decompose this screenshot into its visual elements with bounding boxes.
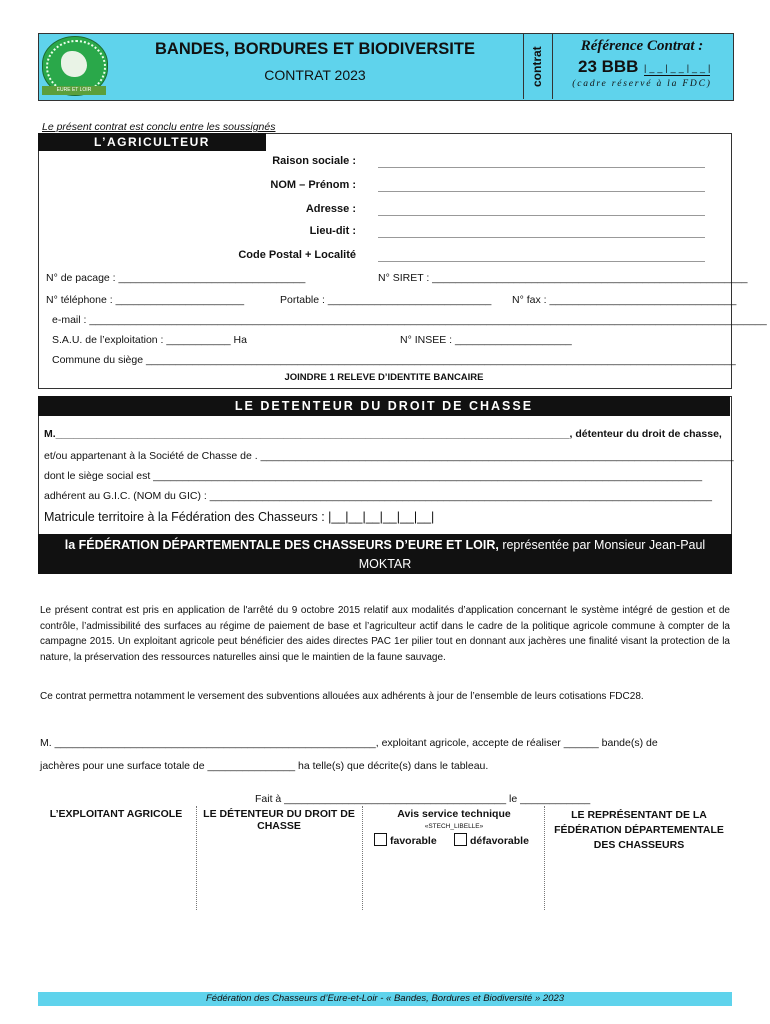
stech-tag: «STECH_LIBELLE» — [424, 823, 484, 830]
subsidy-paragraph: Ce contrat permettra notamment le versement des subventions allouées aux adhérents à jour de l’ensemble de leurs cotisations FDC28. — [40, 691, 644, 702]
telephone-field[interactable]: N° téléphone : ______________________ — [46, 294, 245, 306]
detenteur-name-field[interactable]: M.________________________________________________________________________________________, détenteur du droit de chasse, — [44, 428, 722, 440]
code-postal-label: Code Postal + Localité — [238, 249, 356, 261]
reference-note: (cadre réservé à la FDC) — [572, 79, 712, 89]
favorable-label: favorable — [390, 835, 437, 847]
defavorable-checkbox[interactable] — [454, 833, 467, 846]
gic-field[interactable]: adhérent au G.I.C. (NOM du GIC) : ______________________________________________________________________________________ — [44, 490, 712, 502]
fax-field[interactable]: N° fax : ________________________________ — [512, 294, 737, 306]
federation-representative: représentée par Monsieur Jean-Paul MOKTAR — [358, 538, 706, 571]
adresse-label: Adresse : — [305, 203, 356, 215]
lieu-dit-field[interactable] — [378, 236, 705, 238]
reference-label: Référence Contrat : — [580, 38, 704, 54]
federation-band — [38, 534, 732, 590]
intro-text: Le présent contrat est conclu entre les soussignés — [42, 121, 276, 133]
code-postal-field[interactable] — [378, 260, 705, 262]
logo-band: EURE ET LOIR — [42, 86, 106, 95]
defavorable-option[interactable] — [454, 833, 529, 847]
detenteur-heading: LE DETENTEUR DU DROIT DE CHASSE — [38, 396, 730, 416]
acceptance-line[interactable]: M. _______________________________________________________, exploitant agricole, accepte de réaliser ______ bande(s) de — [40, 737, 658, 749]
siege-social-field[interactable]: dont le siège social est ______________________________________________________________________________________________ — [44, 470, 703, 482]
legal-paragraph: Le présent contrat est pris en application de l'arrêté du 9 octobre 2015 relatif aux modalités d’application concernant le système intégré de gestion et de contrôle, l’admissibilité des surfaces au régime de paiement de base et l’agriculteur actif dans le cadre de la politique agricole commune à compter de la campagne 2015. Un exploitant agricole peut bénéficier des aides directes PAC 1er pilier tout en donnant aux jachères une finalité visant la protection de la nature, la préservation des ressources naturelles ainsi que le maintien de la faune sauvage. — [40, 605, 730, 663]
detenteur-signature-label: LE DÉTENTEUR DU DROIT DE CHASSE — [203, 808, 355, 832]
divider — [196, 806, 197, 910]
footer: Fédération des Chasseurs d’Eure-et-Loir - « Bandes, Bordures et Biodiversité » 2023 — [38, 992, 732, 1006]
favorable-checkbox[interactable] — [374, 833, 387, 846]
agriculteur-heading: L’AGRICULTEUR — [38, 133, 266, 151]
raison-sociale-label: Raison sociale : — [272, 155, 356, 167]
federation-name: la FÉDÉRATION DÉPARTEMENTALE DES CHASSEURS D’EURE ET LOIR, — [64, 538, 499, 552]
lieu-dit-label: Lieu-dit : — [309, 225, 356, 237]
representant-signature-label: LE REPRÉSENTANT DE LA FÉDÉRATION DÉPARTEMENTALE DES CHASSEURS — [554, 809, 724, 851]
reference-input-boxes[interactable]: |__|__|__| — [644, 63, 710, 76]
matricule-field[interactable]: Matricule territoire à la Fédération des Chasseurs : |__|__|__|__|__|__| — [44, 510, 435, 524]
adresse-field[interactable] — [378, 214, 705, 216]
portable-field[interactable]: Portable : ____________________________ — [280, 294, 492, 306]
fait-a-field[interactable]: Fait à ______________________________________ le ____________ — [255, 793, 591, 805]
pacage-field[interactable]: N° de pacage : ________________________________ — [46, 272, 306, 284]
divider — [552, 33, 553, 99]
nom-prenom-field[interactable] — [378, 190, 705, 192]
surface-line[interactable]: jachères pour une surface totale de _______________ ha telle(s) que décrite(s) dans le tableau. — [40, 760, 489, 772]
nom-prenom-label: NOM – Prénom : — [270, 179, 356, 191]
pheasant-icon — [61, 51, 87, 77]
document-title: BANDES, BORDURES ET BIODIVERSITE — [155, 40, 475, 58]
document-subtitle: CONTRAT 2023 — [264, 67, 366, 83]
federation-address: dont le siège social est 12 rue du Château – CHENONVILLE - CS 20003 – 28360 LA BOURDINIERE ST LOUP — [76, 576, 694, 590]
vertical-label: contrat — [530, 46, 544, 88]
reference-number: 23 BBB — [578, 57, 639, 76]
divider — [544, 806, 545, 910]
avis-technique-label: Avis service technique — [397, 808, 511, 820]
siege-field[interactable]: Commune du siège _____________________________________________________________________________________________________ — [52, 354, 736, 366]
defavorable-label: défavorable — [470, 835, 529, 847]
divider — [362, 806, 363, 910]
email-field[interactable]: e-mail : ____________________________________________________________________________________________________________________ — [52, 314, 767, 326]
siret-field[interactable]: N° SIRET : ______________________________________________________ — [378, 272, 748, 284]
favorable-option[interactable] — [374, 833, 437, 847]
societe-chasse-field[interactable]: et/ou appartenant à la Société de Chasse de . _________________________________________________________________________________ — [44, 450, 734, 462]
insee-field[interactable]: N° INSEE : ____________________ — [400, 334, 572, 346]
sau-field[interactable]: S.A.U. de l’exploitation : ___________ Ha — [52, 334, 247, 346]
bank-note: JOINDRE 1 RELEVE D’IDENTITE BANCAIRE — [284, 372, 484, 383]
exploitant-signature-label: L’EXPLOITANT AGRICOLE — [49, 808, 183, 820]
raison-sociale-field[interactable] — [378, 166, 705, 168]
